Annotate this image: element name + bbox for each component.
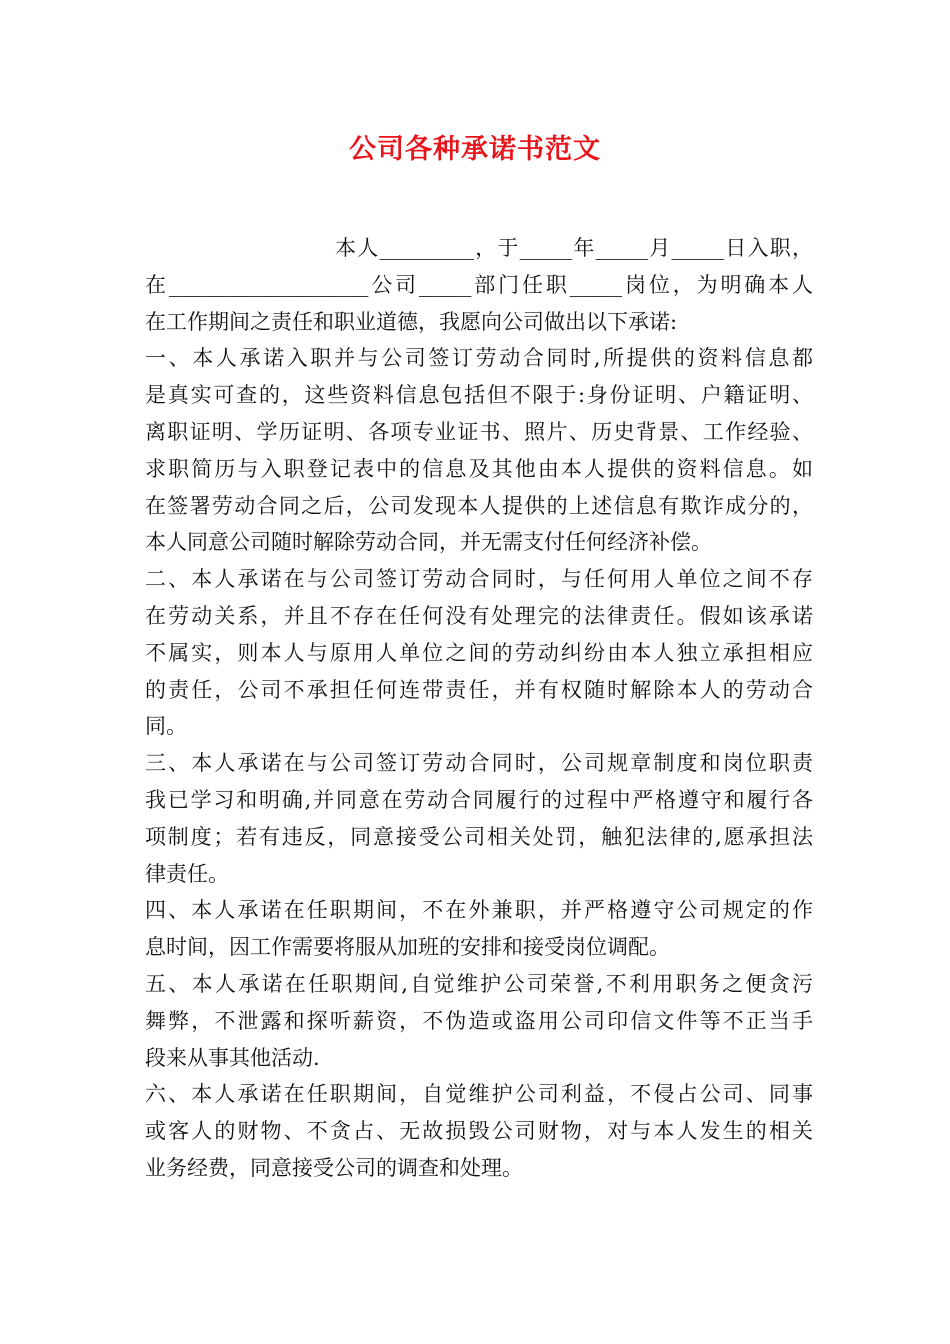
paragraph-line: 不属实，则本人与原用人单位之间的劳动纠纷由本人独立承担相应 bbox=[145, 640, 813, 665]
paragraph-line: 或客人的财物、不贪占、无故损毁公司财物，对与本人发生的相关 bbox=[145, 1119, 813, 1144]
paragraph-line: 六、本人承诺在任职期间，自觉维护公司利益，不侵占公司、同事 bbox=[145, 1082, 813, 1107]
paragraph-line: 本人同意公司随时解除劳动合同，并无需支付任何经济补偿。 bbox=[145, 530, 712, 555]
paragraph-line: 律责任。 bbox=[145, 861, 229, 886]
paragraph-line: 我已学习和明确,并同意在劳动合同履行的过程中严格遵守和履行各 bbox=[145, 787, 813, 812]
paragraph-line: 二、本人承诺在与公司签订劳动合同时，与任何用人单位之间不存 bbox=[145, 567, 813, 592]
paragraph-line: 本人_________，于_____年_____月_____日入职， bbox=[335, 236, 813, 260]
paragraph-line: 求职简历与入职登记表中的信息及其他由本人提供的资料信息。如 bbox=[145, 456, 813, 481]
document-title: 公司各种承诺书范文 bbox=[349, 134, 601, 165]
paragraph-line: 在签署劳动合同之后，公司发现本人提供的上述信息有欺诈成分的， bbox=[145, 493, 813, 518]
paragraph-line: 四、本人承诺在任职期间，不在外兼职，并严格遵守公司规定的作 bbox=[145, 898, 813, 923]
paragraph-line: 在___________________公司_____部门任职_____岗位，为明确本人 bbox=[145, 272, 813, 297]
paragraph-line: 是真实可查的，这些资料信息包括但不限于:身份证明、户籍证明、 bbox=[145, 383, 813, 408]
paragraph-line: 离职证明、学历证明、各项专业证书、照片、历史背景、工作经验、 bbox=[145, 419, 813, 444]
paragraph-line: 项制度；若有违反，同意接受公司相关处罚，触犯法律的,愿承担法 bbox=[145, 824, 813, 849]
paragraph-line: 段来从事其他活动. bbox=[145, 1045, 320, 1070]
paragraph-line: 的责任，公司不承担任何连带责任，并有权随时解除本人的劳动合 bbox=[145, 677, 813, 702]
paragraph-line: 舞弊，不泄露和探听薪资，不伪造或盗用公司印信文件等不正当手 bbox=[145, 1008, 813, 1033]
paragraph-line: 在工作期间之责任和职业道德，我愿向公司做出以下承诺: bbox=[145, 309, 678, 334]
paragraph-line: 五、本人承诺在任职期间,自觉维护公司荣誉,不利用职务之便贪污 bbox=[145, 971, 813, 996]
paragraph-line: 息时间，因工作需要将服从加班的安排和接受岗位调配。 bbox=[145, 935, 670, 960]
paragraph-line: 一、本人承诺入职并与公司签订劳动合同时,所提供的资料信息都 bbox=[145, 346, 813, 371]
paragraph-line: 业务经费，同意接受公司的调查和处理。 bbox=[145, 1155, 523, 1180]
paragraph-line: 在劳动关系，并且不存在任何没有处理完的法律责任。假如该承诺 bbox=[145, 603, 813, 628]
paragraph-line: 同。 bbox=[145, 714, 187, 739]
document-body bbox=[145, 230, 813, 1187]
paragraph-line: 三、本人承诺在与公司签订劳动合同时，公司规章制度和岗位职责 bbox=[145, 751, 813, 776]
